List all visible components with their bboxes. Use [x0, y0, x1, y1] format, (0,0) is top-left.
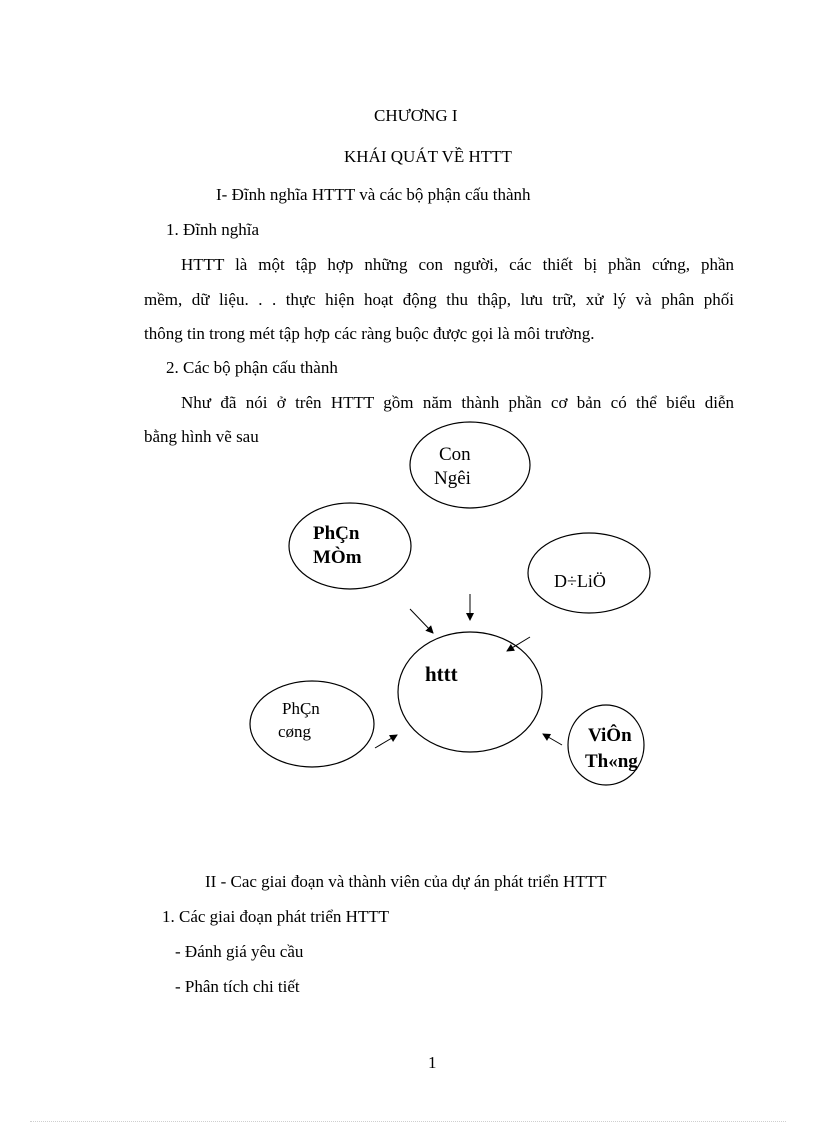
page-number: 1 [428, 1053, 437, 1072]
label-phan-cung-2: cøng [278, 722, 312, 741]
para1-line1: HTTT là một tập hợp những con người, các thiết bị phần cứng, phần [181, 255, 734, 274]
ellipse-phan-mem [289, 503, 411, 589]
chapter-label: CHƯƠNG I [374, 106, 458, 125]
section2-item-1: - Đánh giá yêu cầu [175, 942, 304, 961]
arrow-from-du-lieu [507, 637, 530, 651]
para2-line2: bằng hình vẽ sau [144, 427, 259, 446]
section1-heading: I- Đĩnh nghĩa HTTT và các bộ phận cấu thành [216, 185, 531, 204]
label-phan-mem-2: MÒm [313, 547, 362, 568]
label-con: Con [439, 444, 471, 465]
para1-line3: thông tin trong mét tập hợp các ràng buộc được gọi là môi trường. [144, 324, 595, 343]
label-vien-thong-1: ViÔn [588, 725, 632, 746]
section2-item-2: - Phân tích chi tiết [175, 977, 300, 996]
ellipse-con-nguoi [410, 422, 530, 508]
chapter-title: KHÁI QUÁT VỀ HTTT [344, 147, 512, 166]
section1-sub2: 2. Các bộ phận cấu thành [166, 358, 338, 377]
ellipse-httt [398, 632, 542, 752]
section2-sub1: 1. Các giai đoạn phát triển HTTT [162, 907, 390, 926]
para1-line2: mềm, dữ liệu. . . thực hiện hoạt động thu thập, lưu trữ, xử lý và phân phối [144, 290, 734, 309]
label-phan-mem-1: PhÇn [313, 523, 360, 544]
section2-heading: II - Cac giai đoạn và thành viên của dự án phát triển HTTT [205, 872, 607, 891]
label-du-lieu: D÷LiÖ [554, 571, 606, 591]
arrow-from-vien-thong [543, 734, 562, 745]
arrow-from-phan-mem [410, 609, 433, 633]
section1-sub1: 1. Đĩnh nghĩa [166, 220, 260, 239]
page-bottom-divider [30, 1121, 786, 1122]
label-httt: httt [425, 662, 458, 686]
ellipse-phan-cung [250, 681, 374, 767]
arrow-from-phan-cung [375, 735, 397, 748]
para2-line1: Như đã nói ở trên HTTT gồm năm thành phần cơ bản có thể biểu diễn [181, 393, 734, 412]
label-vien-thong-2: Th«ng [585, 751, 638, 772]
label-ngei: Ngêi [434, 468, 471, 489]
label-phan-cung-1: PhÇn [282, 699, 320, 718]
